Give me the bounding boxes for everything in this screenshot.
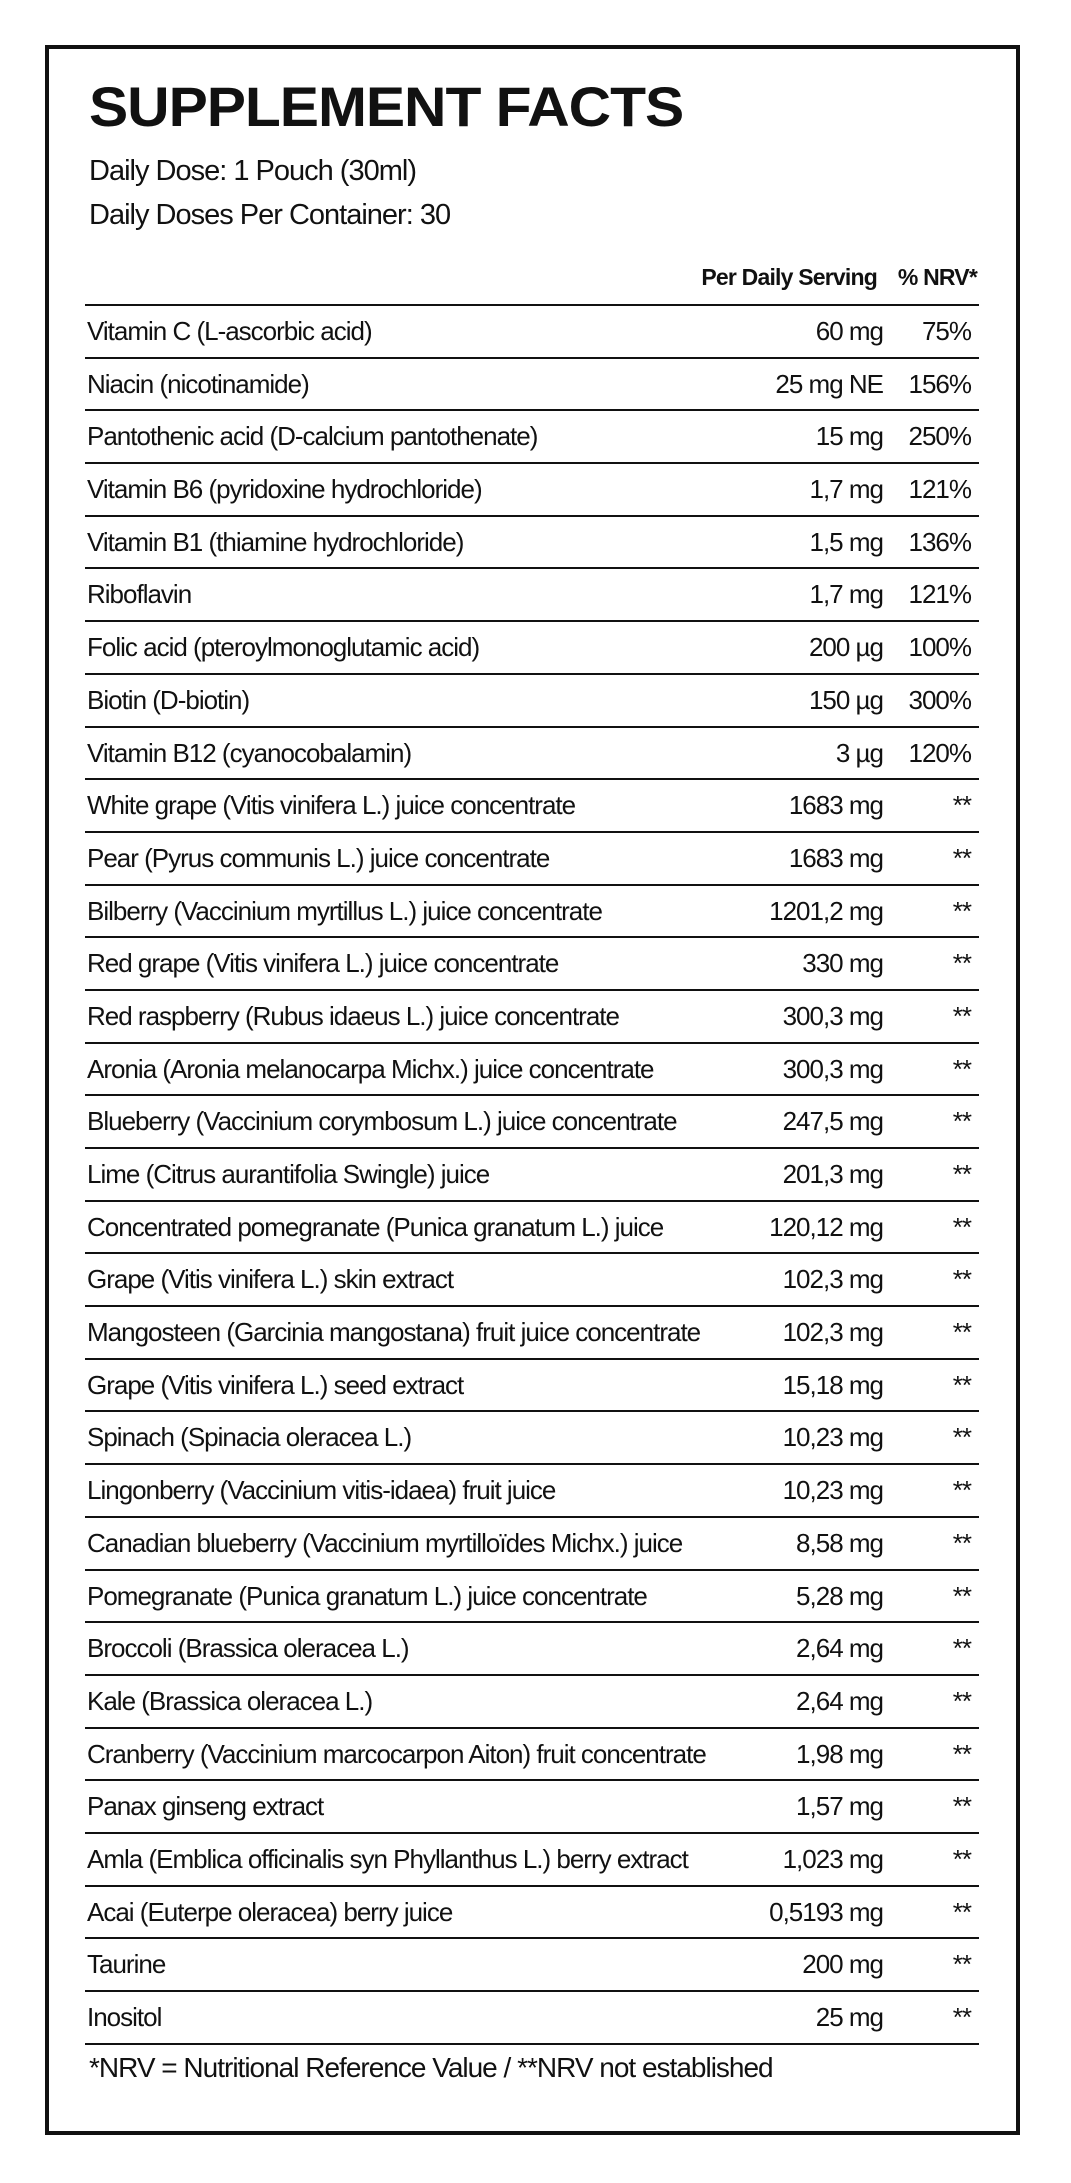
ingredient-name: Folic acid (pteroylmonoglutamic acid) (87, 632, 480, 663)
table-row (85, 1305, 979, 1358)
ingredient-nrv: ** (952, 1159, 971, 1189)
ingredient-nrv: ** (952, 948, 971, 979)
ingredient-name: Riboflavin (87, 579, 192, 610)
ingredient-name: Aronia (Aronia melanocarpa Michx.) juice concentrate (87, 1053, 654, 1084)
ingredient-amount: 25 mg NE (775, 368, 883, 399)
ingredient-nrv: ** (952, 1633, 971, 1664)
table-row (85, 1832, 979, 1885)
ingredient-name: Kale (Brassica oleracea L.) (87, 1685, 373, 1716)
ingredient-amount: 247,5 mg (782, 1106, 883, 1137)
ingredient-amount: 1201,2 mg (769, 895, 883, 926)
ingredient-name: Taurine (87, 1949, 166, 1980)
ingredient-name: Grape (Vitis vinifera L.) skin extract (87, 1264, 454, 1295)
ingredient-amount: 201,3 mg (782, 1159, 883, 1189)
ingredient-nrv: ** (952, 1685, 971, 1716)
table-row (85, 1727, 979, 1780)
panel-title: SUPPLEMENT FACTS (89, 75, 684, 138)
ingredient-name: Blueberry (Vaccinium corymbosum L.) juice concentrate (87, 1106, 677, 1137)
ingredient-nrv: ** (952, 1106, 971, 1137)
ingredient-nrv: 121% (908, 474, 971, 505)
table-row (85, 726, 979, 779)
ingredient-nrv: ** (952, 1000, 971, 1031)
table-row (85, 462, 979, 515)
daily-dose: Daily Dose: 1 Pouch (30ml) (89, 155, 416, 187)
ingredient-amount: 2,64 mg (796, 1633, 883, 1664)
ingredient-name: Spinach (Spinacia oleracea L.) (87, 1422, 412, 1453)
ingredient-amount: 10,23 mg (782, 1475, 883, 1506)
column-header-row (85, 257, 979, 297)
ingredient-name: Inositol (87, 2002, 162, 2032)
ingredient-nrv: ** (952, 842, 971, 873)
ingredient-amount: 0,5193 mg (769, 1896, 883, 1927)
ingredient-name: Lingonberry (Vaccinium vitis-idaea) fruit juice (87, 1475, 556, 1506)
ingredient-name: Concentrated pomegranate (Punica granatum L.) juice (87, 1211, 664, 1242)
ingredient-nrv: ** (952, 1896, 971, 1927)
table-row (85, 1779, 979, 1832)
ingredient-name: Pear (Pyrus communis L.) juice concentrate (87, 842, 550, 873)
ingredient-amount: 15 mg (815, 421, 883, 452)
ingredient-amount: 200 mg (802, 1949, 883, 1980)
table-row (85, 515, 979, 568)
ingredient-nrv: ** (952, 2002, 971, 2032)
footnote: *NRV = Nutritional Reference Value / **NRV not established (89, 2052, 773, 2083)
ingredient-nrv: ** (952, 790, 971, 821)
ingredient-name: Red grape (Vitis vinifera L.) juice concentrate (87, 948, 559, 979)
ingredient-amount: 1683 mg (788, 842, 883, 873)
ingredient-name: Vitamin B12 (cyanocobalamin) (87, 737, 412, 768)
ingredient-name: Vitamin B6 (pyridoxine hydrochloride) (87, 474, 482, 505)
ingredient-amount: 25 mg (815, 2002, 883, 2032)
table-row (85, 1885, 979, 1938)
ingredient-nrv: 136% (908, 526, 971, 557)
table-row (85, 1990, 979, 2043)
table-row (85, 409, 979, 462)
ingredient-name: Pomegranate (Punica granatum L.) juice concentrate (87, 1580, 647, 1611)
ingredient-amount: 1,5 mg (809, 526, 883, 557)
column-header-nrv: % NRV* (897, 264, 977, 290)
ingredient-nrv: 100% (908, 632, 971, 663)
ingredient-nrv: ** (952, 1317, 971, 1348)
ingredient-name: Niacin (nicotinamide) (87, 368, 309, 399)
ingredient-nrv: 250% (908, 421, 971, 452)
table-row (85, 884, 979, 937)
table-bottom-rule (85, 2043, 979, 2045)
ingredient-amount: 10,23 mg (782, 1422, 883, 1453)
ingredient-nrv: ** (952, 1264, 971, 1295)
ingredient-nrv: ** (952, 1843, 971, 1874)
ingredient-name: Lime (Citrus aurantifolia Swingle) juice (87, 1159, 490, 1189)
ingredient-nrv: ** (952, 1738, 971, 1769)
ingredient-name: Bilberry (Vaccinium myrtillus L.) juice concentrate (87, 895, 602, 926)
ingredient-name: Vitamin C (L-ascorbic acid) (87, 316, 372, 346)
table-row (85, 1200, 979, 1253)
ingredient-nrv: ** (952, 1475, 971, 1506)
column-header-serving: Per Daily Serving (701, 264, 877, 290)
table-row (85, 1358, 979, 1411)
ingredient-amount: 120,12 mg (769, 1211, 883, 1242)
ingredient-nrv: 121% (908, 579, 971, 610)
ingredient-name: Pantothenic acid (D-calcium pantothenate) (87, 421, 538, 452)
ingredient-amount: 102,3 mg (782, 1317, 883, 1348)
ingredient-name: Acai (Euterpe oleracea) berry juice (87, 1896, 453, 1927)
ingredient-nrv: ** (952, 895, 971, 926)
ingredient-name: Amla (Emblica officinalis syn Phyllanthus L.) berry extract (87, 1843, 688, 1874)
ingredient-name: Grape (Vitis vinifera L.) seed extract (87, 1369, 464, 1400)
ingredient-nrv: 156% (908, 368, 971, 399)
ingredient-amount: 1,023 mg (782, 1843, 883, 1874)
ingredient-amount: 8,58 mg (796, 1527, 883, 1558)
table-row (85, 1042, 979, 1095)
ingredient-amount: 15,18 mg (782, 1369, 883, 1400)
table-row (85, 936, 979, 989)
ingredient-name: Biotin (D-biotin) (87, 684, 250, 715)
ingredient-amount: 1,7 mg (809, 579, 883, 610)
ingredient-amount: 300,3 mg (782, 1053, 883, 1084)
table-row (85, 1937, 979, 1990)
ingredient-nrv: 300% (908, 684, 971, 715)
ingredient-amount: 60 mg (815, 316, 883, 346)
ingredient-nrv: ** (952, 1053, 971, 1084)
ingredient-nrv: ** (952, 1369, 971, 1400)
table-row (85, 1252, 979, 1305)
supplement-facts-panel (45, 45, 1020, 2135)
table-row (85, 1569, 979, 1622)
ingredient-amount: 300,3 mg (782, 1000, 883, 1031)
ingredient-amount: 3 µg (835, 737, 883, 768)
ingredient-name: Red raspberry (Rubus idaeus L.) juice concentrate (87, 1000, 619, 1031)
ingredient-amount: 5,28 mg (796, 1580, 883, 1611)
nutrient-table (85, 304, 979, 2045)
ingredient-nrv: ** (952, 1422, 971, 1453)
ingredient-amount: 1683 mg (788, 790, 883, 821)
ingredient-name: Broccoli (Brassica oleracea L.) (87, 1633, 409, 1664)
table-row (85, 1410, 979, 1463)
table-row (85, 620, 979, 673)
table-row (85, 357, 979, 410)
ingredient-nrv: ** (952, 1580, 971, 1611)
ingredient-name: Panax ginseng extract (87, 1791, 324, 1822)
ingredient-amount: 1,57 mg (796, 1791, 883, 1822)
table-row (85, 567, 979, 620)
ingredient-amount: 200 µg (808, 632, 883, 663)
table-row (85, 989, 979, 1042)
table-row (85, 1147, 979, 1200)
table-row (85, 1621, 979, 1674)
ingredient-name: White grape (Vitis vinifera L.) juice concentrate (87, 790, 576, 821)
table-row (85, 778, 979, 831)
table-row (85, 1463, 979, 1516)
table-row (85, 1094, 979, 1147)
ingredient-name: Mangosteen (Garcinia mangostana) fruit juice concentrate (87, 1317, 701, 1348)
table-row (85, 831, 979, 884)
ingredient-amount: 150 µg (808, 684, 883, 715)
ingredient-name: Vitamin B1 (thiamine hydrochloride) (87, 526, 464, 557)
ingredient-nrv: 75% (921, 316, 971, 346)
ingredient-nrv: ** (952, 1791, 971, 1822)
ingredient-nrv: ** (952, 1211, 971, 1242)
ingredient-amount: 330 mg (802, 948, 883, 979)
doses-per-container: Daily Doses Per Container: 30 (89, 199, 451, 231)
ingredient-amount: 102,3 mg (782, 1264, 883, 1295)
ingredient-amount: 2,64 mg (796, 1685, 883, 1716)
ingredient-nrv: 120% (908, 737, 971, 768)
table-row (85, 1674, 979, 1727)
ingredient-nrv: ** (952, 1527, 971, 1558)
ingredient-amount: 1,98 mg (796, 1738, 883, 1769)
ingredient-amount: 1,7 mg (809, 474, 883, 505)
table-row (85, 673, 979, 726)
table-row (85, 1516, 979, 1569)
ingredient-name: Canadian blueberry (Vaccinium myrtilloïdes Michx.) juice (87, 1527, 683, 1558)
ingredient-name: Cranberry (Vaccinium marcocarpon Aiton) fruit concentrate (87, 1738, 706, 1769)
table-row (85, 304, 979, 357)
ingredient-nrv: ** (952, 1949, 971, 1980)
